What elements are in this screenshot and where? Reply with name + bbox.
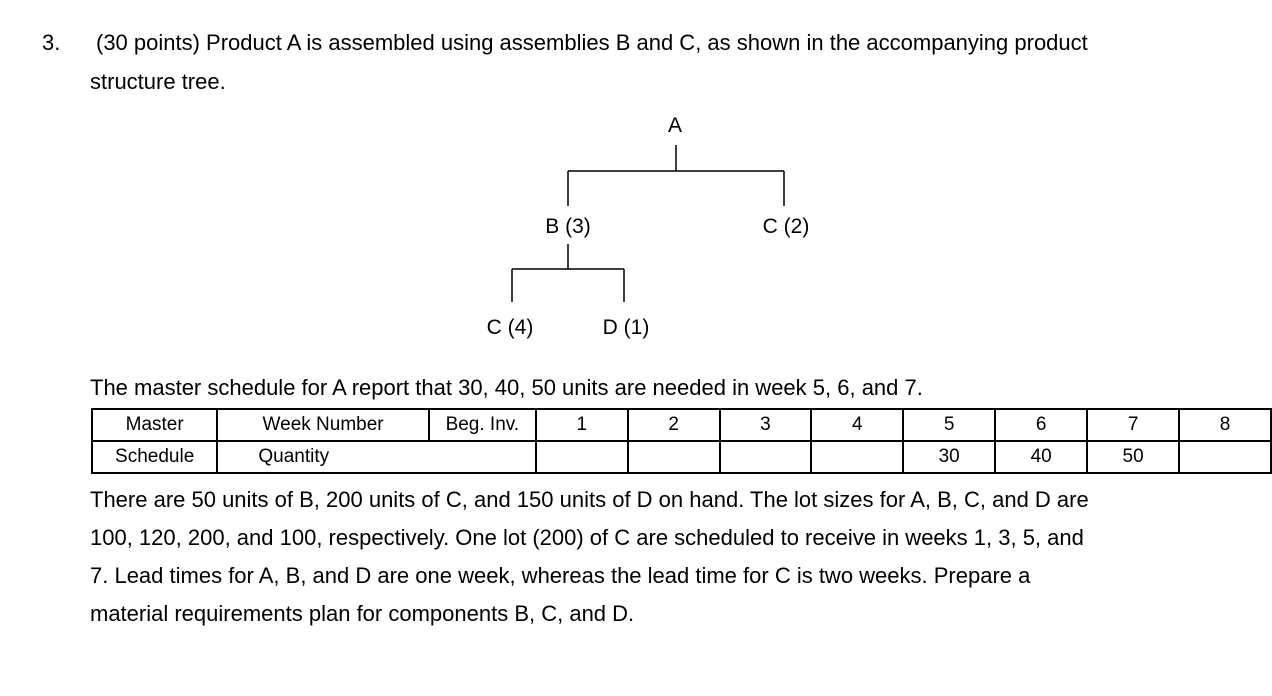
week-cell: 5 [903,409,995,441]
row-label-master: Master [92,409,217,441]
week-cell: 4 [811,409,903,441]
table-row-week-numbers [92,409,1271,441]
paragraph-line3: 7. Lead times for A, B, and D are one week, whereas the lead time for C is two weeks. Prepare a [90,563,1031,588]
paragraph-line4: material requirements plan for components B, C, and D. [90,601,635,626]
paragraph-line1: There are 50 units of B, 200 units of C, and 150 units of D on hand. The lot sizes for A, B, C, and D are [90,487,1089,512]
quantity-cell [536,441,628,473]
question-intro-line2: structure tree. [90,69,226,94]
week-number-label: Week Number [217,409,429,441]
quantity-cell [720,441,812,473]
week-cell: 3 [720,409,812,441]
week-cell: 6 [995,409,1087,441]
row-label-schedule: Schedule [92,441,217,473]
week-cell: 2 [628,409,720,441]
quantity-cell: 40 [995,441,1087,473]
quantity-cell [1179,441,1271,473]
tree-node-a: A [667,114,683,137]
tree-node-c-level1: C (2) [762,215,810,238]
paragraph-line2: 100, 120, 200, and 100, respectively. One lot (200) of C are scheduled to receive in weeks 1, 3, 5, and [90,525,1084,550]
tree-node-d: D (1) [602,316,650,339]
quantity-cell [811,441,903,473]
week-cell: 7 [1087,409,1179,441]
question-number: 3. [42,30,61,55]
beg-inv-label: Beg. Inv. [429,409,536,441]
tree-node-b: B (3) [545,215,591,238]
quantity-cell [628,441,720,473]
master-schedule-text: The master schedule for A report that 30, 40, 50 units are needed in week 5, 6, and 7. [90,375,923,400]
quantity-beg-inv-cell [429,441,536,473]
master-schedule-table [91,408,1272,474]
quantity-cell: 30 [903,441,995,473]
week-cell: 1 [536,409,628,441]
table-row-quantities [92,441,1271,473]
question-intro-line1: (30 points) Product A is assembled using assemblies B and C, as shown in the accompanying product [96,30,1088,55]
week-cell: 8 [1179,409,1271,441]
quantity-cell: 50 [1087,441,1179,473]
tree-node-c-level2: C (4) [486,316,534,339]
quantity-label: Quantity [217,441,429,473]
